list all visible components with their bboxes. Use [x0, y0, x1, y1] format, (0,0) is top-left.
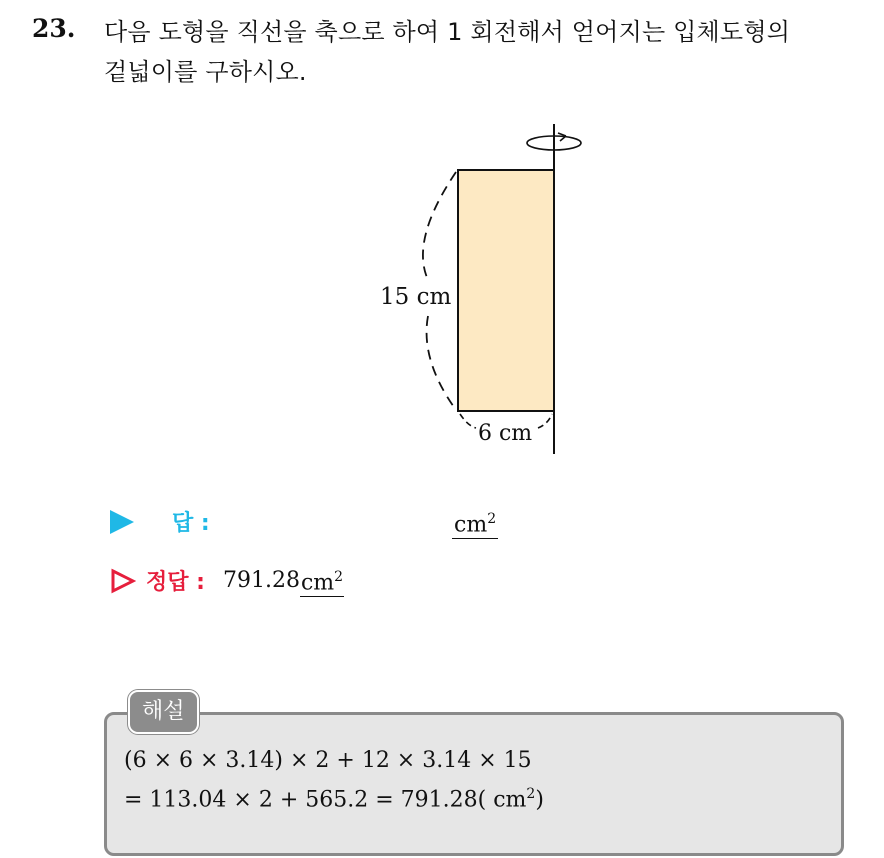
- correct-marker-icon: [110, 568, 136, 594]
- answer-blank[interactable]: [452, 506, 498, 539]
- width-label: 6 cm: [478, 421, 533, 446]
- correct-value: 791.28: [222, 568, 300, 594]
- answer-blank-unit: cm: [454, 512, 488, 538]
- correct-unit-text: cm: [300, 570, 335, 596]
- answer-row: [110, 506, 210, 537]
- solution-line2-close: ): [535, 787, 544, 813]
- answer-blank-unit-exp: 2: [487, 511, 497, 527]
- answer-label: 답 :: [172, 511, 210, 536]
- correct-unit-exp: 2: [334, 569, 344, 585]
- question-number: 23.: [32, 14, 76, 43]
- height-label: 15 cm: [380, 284, 452, 310]
- question-text-line2: 겉넓이를 구하시오.: [104, 58, 307, 86]
- answer-marker-icon: [110, 510, 134, 534]
- solution-line1: (6 × 6 × 3.14) × 2 + 12 × 3.14 × 15: [124, 748, 532, 773]
- solution-line2-exp: 2: [526, 786, 536, 802]
- figure-rectangle: [458, 170, 554, 411]
- solution-line2-text: = 113.04 × 2 + 565.2 = 791.28( cm: [124, 787, 527, 813]
- correct-label: 정답 :: [146, 570, 205, 596]
- solution-box: [104, 712, 844, 856]
- solution-line2: [124, 786, 544, 812]
- correct-answer-row: [110, 564, 344, 597]
- solution-tag: 해설: [128, 690, 199, 734]
- correct-unit: [300, 564, 344, 597]
- question-text-line1: 다음 도형을 직선을 축으로 하여 1 회전해서 얻어지는 입체도형의: [104, 18, 791, 46]
